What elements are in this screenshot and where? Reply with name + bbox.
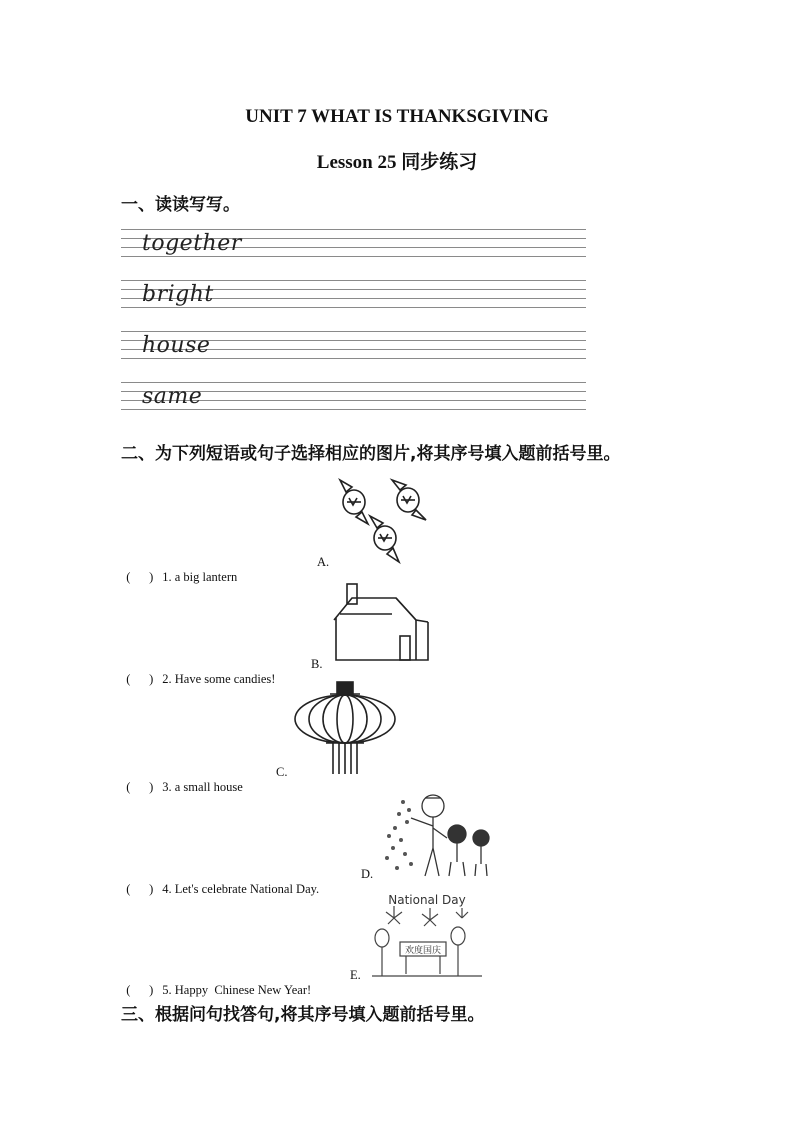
firework-burst-icon [422,908,438,926]
answer-bracket[interactable]: ( ) [126,882,154,896]
balloon-icon [375,929,389,976]
firework-sparks-icon [385,800,413,870]
option-letter: B. [311,657,323,671]
candy-icon [340,480,368,524]
candy-icon [370,516,399,562]
lantern-picture [292,680,398,776]
handwriting-word: together [142,231,242,256]
item-text: 3. a small house [162,780,243,794]
lesson-subtitle: Lesson 25 同步练习 [316,152,478,173]
section-2-heading: 二、为下列短语或句子选择相应的图片,将其序号填入题前括号里。 [121,444,621,464]
father-figure-icon [411,795,447,876]
candies-picture [330,472,440,568]
option-letter: E. [350,968,361,982]
answer-bracket[interactable]: ( ) [126,570,154,584]
section-1-heading: 一、读读写写。 [121,195,240,215]
item-text: 2. Have some candies! [162,672,276,686]
house-picture [330,580,434,664]
option-letter: A. [317,555,330,569]
handwriting-word: house [142,333,211,358]
option-letter: C. [276,765,288,779]
worksheet-title: UNIT 7 WHAT IS THANKSGIVING [245,106,549,127]
answer-bracket[interactable]: ( ) [126,780,154,794]
candy-icon [392,480,426,520]
answer-bracket[interactable]: ( ) [126,983,154,997]
handwriting-word: bright [142,282,214,307]
section-3-heading: 三、根据问句找答句,将其序号填入题前括号里。 [121,1005,485,1025]
option-letter: D. [361,867,374,881]
firework-burst-icon [456,908,468,918]
national-day-banner-text: National Day [388,893,466,907]
matching-item [120,765,288,810]
answer-bracket[interactable]: ( ) [126,672,154,686]
matching-item [120,555,330,600]
firework-burst-icon [386,906,402,924]
family-fireworks-picture [381,788,497,880]
child-figure-icon [473,830,489,876]
national-day-sign-text: 欢度国庆 [404,946,442,956]
handwriting-word: same [142,384,203,409]
matching-item [120,867,374,912]
national-day-picture [370,890,485,982]
balloon-icon [451,927,465,976]
item-text: 5. Happy Chinese New Year! [162,983,312,997]
matching-item [120,657,323,702]
child-figure-icon [448,825,466,876]
item-text: 4. Let's celebrate National Day. [162,882,320,896]
item-text: 1. a big lantern [162,570,238,584]
